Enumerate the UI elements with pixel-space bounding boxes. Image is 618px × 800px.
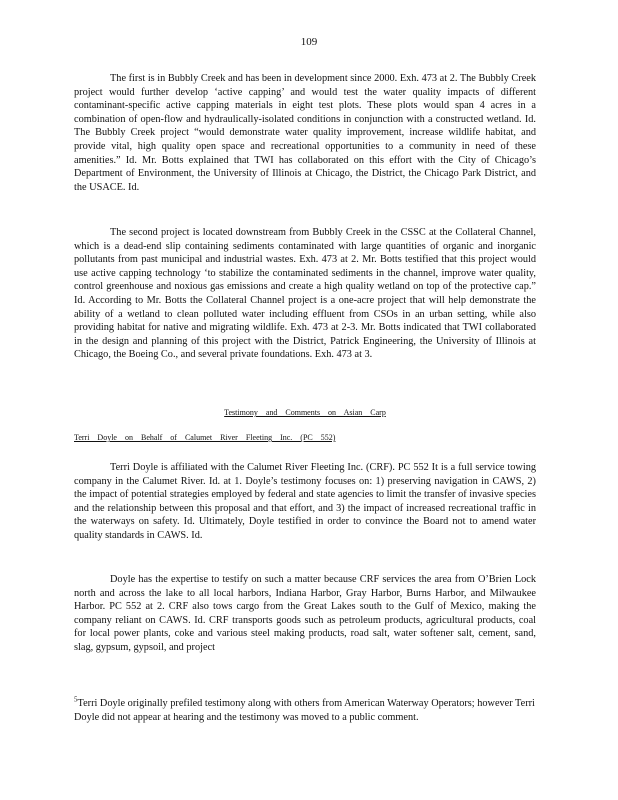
section-heading — [74, 408, 536, 417]
footnote — [74, 697, 536, 724]
paragraph-collateral-channel: The second project is located downstream from Bubbly Creek in the CSSC at the Collateral Channel, which is a dead-end slip containing sediments contaminated with large quantities of organic and inorganic pollutants from past municipal and industrial wastes. Exh. 473 at 2. Mr. Botts testified that this project would use active capping technology ‘to stabilize the contaminated sediments in the channel, improve water quality, control greenhouse and noxious gas emissions and create a high quality wetland on top of the protective cap.” Id. According to Mr. Botts the Collateral Channel project is a one-acre project that will help demonstrate the ability of a wetland to clean polluted water including effluent from CSOs in an urban setting, while also providing habitat for native and migrating wildlife. Exh. 473 at 2-3. Mr. Botts indicated that TWI collaborated in the design and planning of this project with the District, Patrick Engineering, the University of Illinois at Chicago, the Boeing Co., and several private foundations. Exh. 473 at 3. — [74, 227, 536, 361]
paragraph-bubbly-creek: The first is in Bubbly Creek and has been in development since 2000. Exh. 473 at 2. The Bubbly Creek project would further develop ‘active capping’ and would test the water quality impacts of different contaminant-specific active capping materials in eight test plots. These plots would span 4 acres in a combination of open-flow and hydraulically-isolated conditions in conjunction with a constructed wetland. Id. The Bubbly Creek project “would demonstrate water quality improvement, increase wildlife habitat, and provide vital, high quality open space and recreational opportunities to a community in need of these amenities.” Id. Mr. Botts explained that TWI has collaborated on this effort with the City of Chicago’s Department of Environment, the University of Illinois at Chicago, the District, the Chicago Park District, and the USACE. Id. — [74, 73, 536, 193]
section-heading-text: Testimony and Comments on Asian Carp — [224, 408, 386, 417]
footnote-marker: 5 — [74, 695, 78, 704]
footnote-text: Terri Doyle originally prefiled testimony along with others from American Waterway Operators; however Terri Doyle did not appear at hearing and the testimony was moved to a public comment. — [74, 698, 535, 723]
subsection-heading: Terri Doyle on Behalf of Calumet River Fleeting Inc. (PC 552) — [74, 433, 336, 442]
page-number: 109 — [300, 36, 318, 48]
paragraph-doyle-expertise: Doyle has the expertise to testify on such a matter because CRF services the area from O’Brien Lock north and across the lake to all local harbors, Indiana Harbor, Gray Harbor, Burns Harbor, and Milwaukee Harbor. PC 552 at 2. CRF also tows cargo from the Great Lakes south to the Gulf of Mexico, making the company reliant on CAWS. Id. CRF transports goods such as petroleum products, agricultural products, coal for local power plants, coke and various steel making products, road salt, water softener salt, cement, sand, slag, gypsum, gypsoil, and project — [74, 574, 536, 653]
paragraph-terri-doyle: Terri Doyle is affiliated with the Calumet River Fleeting Inc. (CRF). PC 552 It is a full service towing company in the Calumet River. Id. at 1. Doyle’s testimony focuses on: 1) preserving navigation in CAWS, 2) the impact of potential strategies employed by federal and state agencies to limit the transfer of invasive species and the relationship between this proposal and that effort, and 3) the impact of increased recreational traffic in the waterways on safety. Id. Ultimately, Doyle testified in order to convince the Board not to amend water quality standards in CAWS. Id. — [74, 462, 536, 541]
